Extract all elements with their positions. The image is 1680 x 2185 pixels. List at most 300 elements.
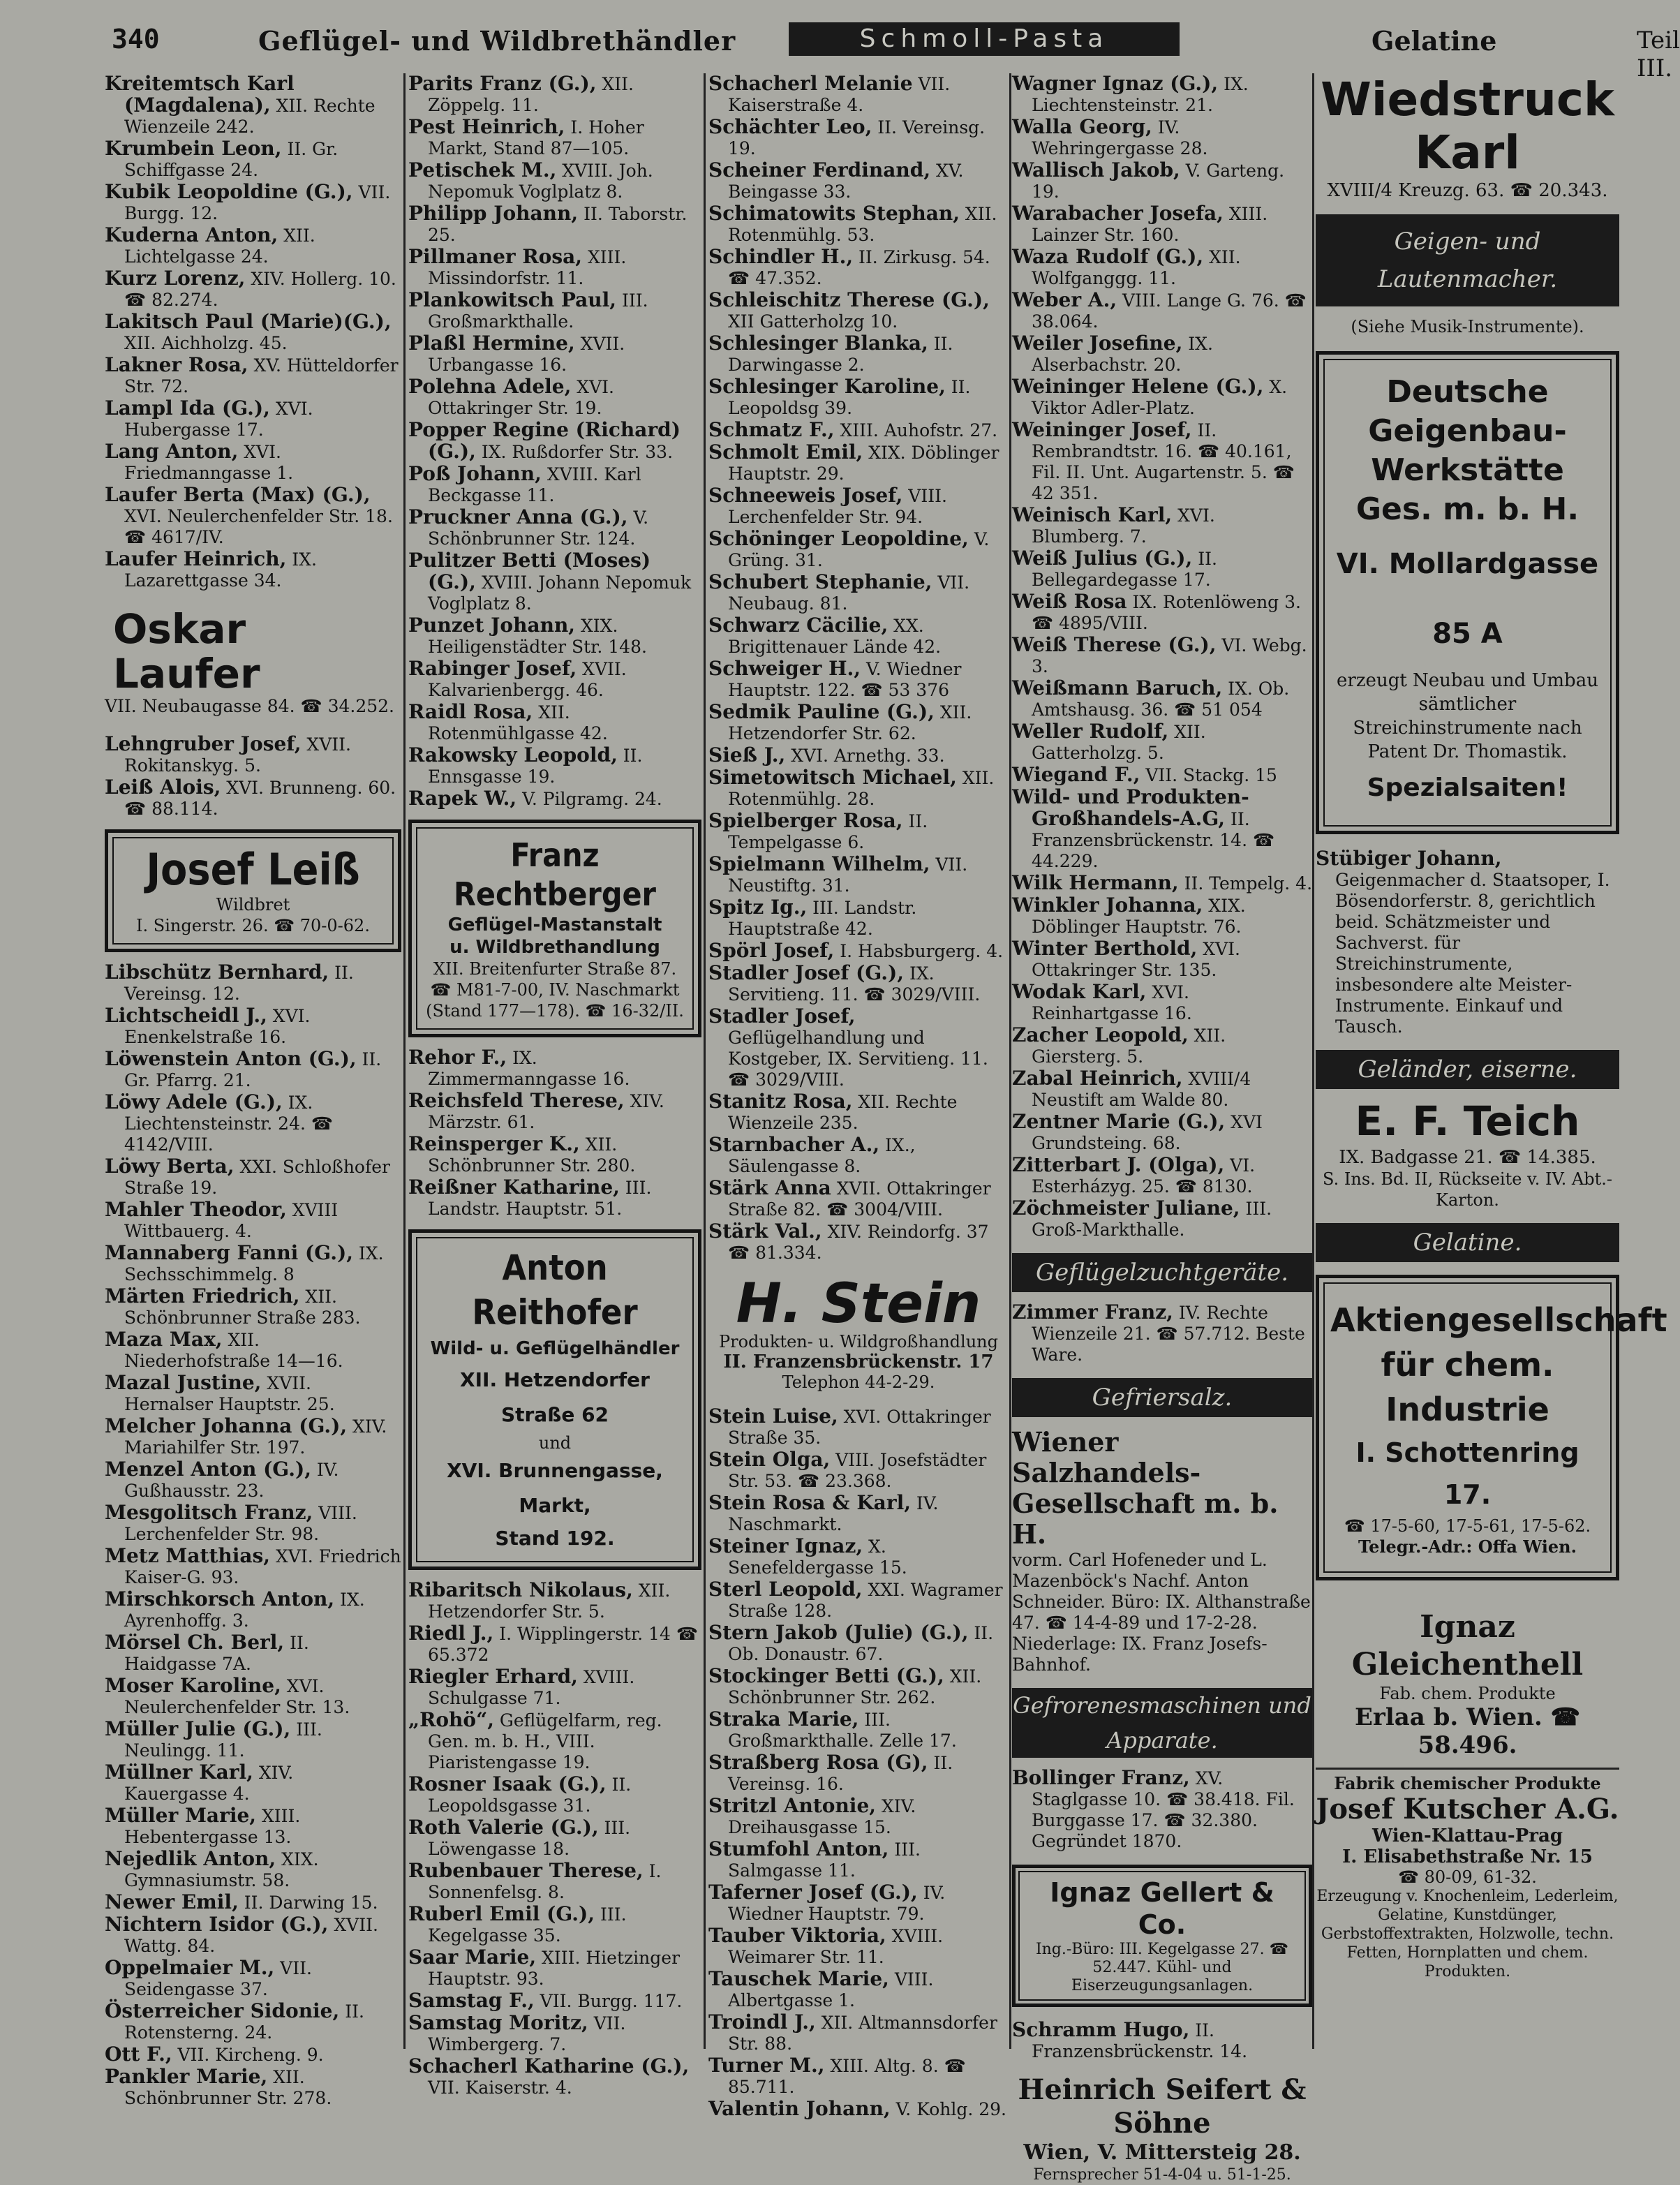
entry-address: XIV. Kauergasse 4.: [124, 1763, 294, 1804]
advert-line: XVI. Brunnengasse, Markt,: [447, 1459, 663, 1517]
entry-address: XIII. Hebentergasse 13.: [124, 1806, 301, 1847]
list-item: [708, 1536, 1009, 1578]
entry-address: VII. Kaiserstraße 4.: [728, 74, 951, 115]
list-item: [708, 810, 1009, 853]
entry-address: XVII. Wattg. 84.: [124, 1915, 378, 1956]
entry-list: [708, 1406, 1009, 2120]
list-item: [105, 1632, 401, 1675]
entry-address: II. Gr. Pfarrg. 21.: [124, 1049, 382, 1090]
entry-name: Pest Heinrich,: [408, 115, 565, 138]
entry-name: Schimatowits Stephan,: [708, 202, 960, 225]
list-item: [708, 1178, 1009, 1220]
page-number: 340: [112, 24, 160, 54]
advert-name: Franz Rechtberger: [454, 836, 656, 913]
entry-name: Löwy Berta,: [105, 1155, 235, 1178]
entry-name: Moser Karoline,: [105, 1674, 281, 1697]
entry-address: XIII. Hietzinger Hauptstr. 93.: [428, 1948, 681, 1989]
entry-address: IX. Zimmermanngasse 16.: [428, 1048, 630, 1089]
list-item: Bollinger Franz, XV. Staglgasse 10. ☎ 38.418. Fil. Burggasse 17. ☎ 32.380. Gegründet 1870.: [1012, 1766, 1295, 1851]
list-item: [708, 290, 1009, 332]
entry-name: Waza Rudolf (G.),: [1012, 245, 1204, 268]
entry-name: Ott F.,: [105, 2043, 172, 2066]
list-item: [105, 1719, 401, 1761]
entry-address: XII. Rechte Wienzeile 235.: [728, 1092, 958, 1133]
entry-name: Weiß Julius (G.),: [1012, 547, 1193, 570]
entry-name: Stumfohl Anton,: [708, 1837, 889, 1860]
list-item: [708, 528, 1009, 571]
entry-list: [105, 962, 401, 2109]
entry-name: Schweiger H.,: [708, 657, 861, 680]
entry-name: Plankowitsch Paul,: [408, 288, 617, 311]
column-3: [708, 72, 1009, 2120]
advert-h-stein-line: Telephon 44-2-29.: [782, 1372, 935, 1392]
advert-teich-name: E. F. Teich: [1355, 1097, 1580, 1145]
entry-name: Wild- und Produkten-Großhandels-A.G,: [1012, 785, 1249, 830]
entry-address: IV. Naschmarkt.: [728, 1493, 939, 1534]
list-item: [1012, 376, 1312, 419]
entry-name: Laufer Heinrich,: [105, 547, 287, 570]
advert-line: XII. Hetzendorfer Straße 62: [460, 1368, 650, 1426]
advert-phone: ☎ 17-5-60, 17-5-61, 17-5-62.: [1344, 1516, 1591, 1536]
list-item: [408, 376, 701, 419]
entry-name: Poß Johann,: [408, 462, 542, 485]
list-item: [408, 2013, 701, 2055]
advert-kutscher-text: Erzeugung v. Knochenleim, Lederleim, Gelatine, Kunstdünger, Gerbstoffextrakten, Holzwolle, techn. Fetten, Hornplatten und chem. Produkten.: [1316, 1888, 1619, 1980]
list-item: [105, 2044, 401, 2066]
advert-address: I. Singerstr. 26. ☎ 70-0-62.: [136, 916, 370, 935]
entry-name: Maza Max,: [105, 1328, 223, 1351]
advert-subtitle: Wildbret: [216, 895, 290, 914]
entry-name: Rakowsky Leopold,: [408, 743, 618, 766]
entry-name: Stärk Val.,: [708, 1220, 822, 1243]
entry-name: Stein Rosa & Karl,: [708, 1491, 911, 1514]
entry-list: [105, 734, 401, 820]
list-item: [408, 1047, 701, 1090]
advert-text: Ing.-Büro: III. Kegelgasse 27. ☎ 52.447. Kühl- und Eiserzeugungsanlagen.: [1035, 1941, 1289, 1994]
list-item: [105, 1286, 401, 1328]
list-item: [708, 117, 1009, 159]
entry-address: VIII. Albertgasse 1.: [728, 1969, 934, 2010]
entry-name: Stein Olga,: [708, 1448, 831, 1471]
entry-address: XII. Altmannsdorfer Str. 88.: [728, 2013, 997, 2054]
list-item: [105, 1502, 401, 1545]
entry-name: Rabinger Josef,: [408, 657, 577, 680]
entry-name: Mahler Theodor,: [105, 1198, 287, 1221]
entry-name: Schleischitz Therese (G.),: [708, 288, 990, 311]
advert-line: Geflügel-Mastanstalt: [447, 914, 662, 935]
list-item: [708, 767, 1009, 810]
page-header: [112, 20, 1680, 82]
list-item: [408, 1090, 701, 1133]
list-item: [105, 1243, 401, 1285]
entry-address: XV. Beingasse 33.: [728, 161, 964, 202]
list-item: [105, 1762, 401, 1805]
entry-name: Winkler Johanna,: [1012, 894, 1203, 917]
list-item: [708, 1449, 1009, 1492]
entry-name: Samstag F.,: [408, 1989, 535, 2012]
entry-address: XV. Hütteldorfer Str. 72.: [124, 355, 399, 397]
entry-address: VII. Kaiserstr. 4.: [428, 2077, 572, 2098]
entry-name: Stern Jakob (Julie) (G.),: [708, 1621, 969, 1644]
entry-address: IX. Liechtensteinstr. 24. ☎ 4142/VIII.: [124, 1092, 334, 1155]
list-item: [708, 745, 1009, 766]
list-item: [105, 355, 401, 397]
entry-address: XVI. Enenkelstraße 16.: [124, 1006, 311, 1047]
entry-name: Schmatz F.,: [708, 418, 835, 441]
list-item: [408, 73, 701, 116]
list-item: [708, 615, 1009, 658]
advert-wiedstruck-name: Wiedstruck Karl: [1321, 73, 1614, 179]
entry-name: Petischek M.,: [408, 158, 557, 182]
see-also-note: (Siehe Musik-Instrumente).: [1351, 317, 1584, 336]
entry-name: Stein Luise,: [708, 1405, 838, 1428]
list-item: Stübiger Johann, Geigenmacher d. Staatsoper, I. Bösendorferstr. 8, gerichtlich beid. Schätzmeister und Sachverst. für Streichinstrumente, insbesondere alte Meister-Instrumente. Einkauf und Tausch.: [1316, 847, 1610, 1037]
advert-address: VI. Mollardgasse 85 A: [1336, 548, 1599, 650]
list-item: [105, 1329, 401, 1372]
list-item: [1012, 290, 1312, 332]
column-2: [408, 72, 701, 2098]
list-item: [408, 550, 701, 614]
entry-address: V. Pilgramg. 24.: [516, 789, 662, 809]
entry-name: Parits Franz (G.),: [408, 72, 597, 95]
list-item: [708, 1666, 1009, 1708]
entry-address: XVII. Hernalser Hauptstr. 25.: [124, 1373, 335, 1414]
list-item: [105, 1546, 401, 1588]
entry-name: Reichsfeld Therese,: [408, 1089, 625, 1112]
entry-address: XVI. Ottakringer Str. 19.: [428, 377, 614, 418]
entry-list: [1012, 73, 1312, 1240]
entry-name: Roth Valerie (G.),: [408, 1816, 599, 1839]
entry-name: Löwy Adele (G.),: [105, 1090, 283, 1113]
column-4: [1012, 72, 1313, 2184]
list-item: [408, 420, 701, 463]
entry-name: Zacher Leopold,: [1012, 1023, 1189, 1046]
advert-address: I. Schottenring 17.: [1355, 1437, 1579, 1510]
list-item: [708, 442, 1009, 484]
entry-address: VII. Neubaug. 81.: [728, 572, 970, 614]
entry-name: Weißmann Baruch,: [1012, 676, 1223, 699]
list-item: [408, 1817, 701, 1860]
entry-address: I. Sonnenfelsg. 8.: [428, 1861, 662, 1902]
column-5: [1316, 73, 1667, 2049]
entry-name: Stärk Anna: [708, 1176, 831, 1199]
entry-address: XII. Schönbrunner Str. 262.: [728, 1666, 982, 1708]
list-item: [1012, 873, 1312, 894]
entry-name: Ruberl Emil (G.),: [408, 1902, 595, 1925]
entry-address: VII. Seidengasse 37.: [124, 1958, 312, 1999]
advert-line: und: [538, 1433, 572, 1453]
entry-address: XIV. Dreihausgasse 15.: [728, 1796, 916, 1837]
list-item: [105, 398, 401, 440]
entry-name: Steiner Ignaz,: [708, 1534, 863, 1557]
entry-address: II. Tempelg. 4.: [1178, 873, 1313, 894]
entry-address: VIII. Lerchenfelder Str. 94.: [728, 486, 947, 527]
entry-address: III. Groß-Markthalle.: [1032, 1199, 1272, 1240]
list-item: [708, 376, 1009, 419]
category-heading: Geländer, eiserne.: [1316, 1050, 1619, 1089]
entry-address: XII. Giersterg. 5.: [1032, 1025, 1226, 1067]
entry-name: Lichtscheidl J.,: [105, 1004, 267, 1027]
entry-name: Simetowitsch Michael,: [708, 766, 957, 789]
section-title-right: Gelatine: [1371, 25, 1497, 57]
entry-address: VI. Esterházyg. 25. ☎ 8130.: [1032, 1155, 1256, 1197]
entry-list: [708, 73, 1009, 1264]
entry-name: Lakitsch Paul (Marie)(G.),: [105, 310, 392, 333]
list-item: [105, 1092, 401, 1155]
entry-address: II. Bellegardegasse 17.: [1032, 549, 1217, 590]
list-item: [408, 160, 701, 202]
entry-address: IX. Ob. Amtshausg. 36. ☎ 51 054: [1032, 679, 1290, 720]
entry-address: II. Vereinsg. 19.: [728, 117, 986, 158]
advert-seifert-address: Wien, V. Mittersteig 28.: [1023, 2140, 1301, 2165]
entry-name: Schwarz Cäcilie,: [708, 614, 889, 637]
list-item: [1012, 591, 1312, 634]
entry-address: IV. Wehringergasse 28.: [1032, 117, 1208, 158]
entry-address: XIII. Lainzer Str. 160.: [1032, 204, 1268, 245]
list-item: [408, 745, 701, 787]
entry-name: Kuderna Anton,: [105, 223, 278, 246]
list-item: [408, 1947, 701, 1990]
entry-name: Wodak Karl,: [1012, 980, 1147, 1003]
entry-address: VI. Webg. 3.: [1032, 635, 1307, 676]
list-item: [105, 1049, 401, 1091]
list-item: [708, 658, 1009, 701]
list-item: Zimmer Franz, IV. Rechte Wienzeile 21. ☎ 57.712. Beste Ware.: [1012, 1301, 1305, 1365]
list-item: [1012, 938, 1312, 981]
list-item: [1012, 1025, 1312, 1067]
list-item: [708, 1709, 1009, 1751]
column-1: [105, 72, 401, 2108]
entry-name: Spitz Ig.,: [708, 896, 808, 919]
list-item: [105, 311, 401, 354]
advert-line: u. Wildbrethandlung: [449, 937, 660, 958]
entry-name: Libschütz Bernhard,: [105, 961, 329, 984]
entry-address: XIX. Döblinger Hauptstr. 76.: [1032, 896, 1246, 937]
entry-address: IX. Rotenlöweng 3. ☎ 4895/VIII.: [1032, 592, 1301, 633]
advert-oskar-laufer-address: VII. Neubaugasse 84. ☎ 34.252.: [105, 696, 395, 716]
advert-line: XII. Breitenfurter Straße 87.: [433, 959, 677, 979]
entry-address: II. Franzensbrückenstr. 14. ☎ 44.229.: [1032, 809, 1275, 871]
advert-salz-text: vorm. Carl Hofeneder und L. Mazenböck's Nachf. Anton Schneider. Büro: IX. Althanstraße 47. ☎ 14-4-89 und 17-2-28. Niederlage: IX. Franz Josefs-Bahnhof.: [1012, 1550, 1311, 1675]
entry-name: Schacherl Katharine (G.),: [408, 2054, 690, 2077]
entry-name: Weiß Therese (G.),: [1012, 633, 1217, 656]
entry-address: XVI Grundsteing. 68.: [1032, 1112, 1263, 1153]
list-item: [105, 1957, 401, 2000]
entry-name: Laufer Berta (Max) (G.),: [105, 483, 371, 506]
entry-address: II. Leopoldsgasse 31.: [428, 1775, 632, 1816]
list-item: [105, 1805, 401, 1848]
entry-address: VII. Kircheng. 9.: [172, 2045, 324, 2065]
list-item: [1012, 160, 1312, 202]
header-banner-ad: Schmoll-Pasta: [789, 22, 1180, 56]
entry-address: III. Neulingg. 11.: [124, 1719, 322, 1761]
entry-name: Müllner Karl,: [105, 1761, 253, 1784]
entry-name: Weininger Josef,: [1012, 418, 1192, 441]
list-item: [708, 1134, 1009, 1177]
list-item: [1012, 1155, 1312, 1197]
entry-name: „Rohö“,: [408, 1708, 494, 1731]
entry-name: Metz Matthias,: [105, 1544, 271, 1567]
entry-name: Menzel Anton (G.),: [105, 1458, 311, 1481]
advert-gleichenthell-text: Fab. chem. Produkte: [1379, 1684, 1556, 1703]
list-item: [1012, 721, 1312, 764]
list-item: [1012, 203, 1312, 246]
entry-address: XVII. Urbangasse 16.: [428, 334, 625, 375]
entry-address: XII. Lichtelgasse 24.: [124, 225, 315, 267]
entry-address: XIV. Märzstr. 61.: [428, 1091, 664, 1132]
entry-address: II. Gr. Schiffgasse 24.: [124, 139, 339, 180]
entry-name: Leiß Alois,: [105, 776, 221, 799]
column-rule: [704, 73, 706, 2049]
list-item: [708, 2055, 1009, 2098]
list-item: [105, 441, 401, 484]
entry-address: IV. Gußhausstr. 23.: [124, 1460, 339, 1501]
entry-address: IX. Servitieng. 11. ☎ 3029/VIII.: [728, 963, 981, 1005]
list-item: [408, 1134, 701, 1176]
entry-address: II. Taborstr. 25.: [428, 204, 687, 245]
list-item: [105, 73, 401, 138]
advert-name: Josef Leiß: [146, 844, 360, 895]
entry-name: Philipp Johann,: [408, 202, 579, 225]
entry-name: Rapek W.,: [408, 787, 517, 810]
list-item: [105, 549, 401, 591]
entry-address: IX. Lazarettgasse 34.: [124, 549, 317, 591]
list-item: [708, 1006, 1009, 1090]
list-item: [105, 1849, 401, 1891]
list-item: [105, 1459, 401, 1502]
list-item: [105, 138, 401, 181]
list-item: [708, 702, 1009, 744]
part-label: Teil III.: [1637, 27, 1680, 82]
list-item: [105, 777, 401, 820]
entry-name: Schubert Stephanie,: [708, 570, 932, 593]
list-item: [708, 572, 1009, 614]
advert-specialty: Spezialsaiten!: [1367, 773, 1568, 802]
entry-address: II. Vereinsg. 16.: [728, 1753, 953, 1794]
category-heading: Gelatine.: [1316, 1223, 1619, 1262]
entry-name: Stritzl Antonie,: [708, 1794, 877, 1817]
entry-address: IV. Wiedner Hauptstr. 79.: [728, 1883, 946, 1924]
entry-name: Stadler Josef (G.),: [708, 961, 905, 984]
advert-line: Wild- u. Geflügelhändler: [430, 1338, 680, 1359]
entry-name: Sterl Leopold,: [708, 1578, 863, 1601]
entry-name: Spörl Josef,: [708, 939, 835, 962]
entry-address: II. Zirkusg. 54. ☎ 47.352.: [728, 247, 990, 288]
entry-address: VII. Burgg. 117.: [534, 1991, 683, 2011]
list-item: [708, 246, 1009, 289]
entry-name: Riedl J.,: [408, 1622, 494, 1645]
entry-name: Pulitzer Betti (Moses) (G.),: [408, 549, 651, 593]
advert-name: Anton Reithofer: [472, 1247, 638, 1333]
entry-name: Riegler Erhard,: [408, 1665, 578, 1688]
list-item: [708, 333, 1009, 376]
advert-line: ☎ M81-7-00, IV. Naschmarkt: [430, 980, 680, 1000]
entry-name: Nichtern Isidor (G.),: [105, 1913, 329, 1936]
entry-address: XII. Rotenmühlg. 53.: [728, 204, 997, 245]
list-item: [708, 1579, 1009, 1622]
entry-name: Melcher Johanna (G.),: [105, 1414, 348, 1437]
entry-address: XIV. Reindorfg. 37 ☎ 81.334.: [728, 1222, 989, 1263]
advert-franz-rechtberger: [408, 820, 701, 1037]
entry-address: IX. Liechtensteinstr. 21.: [1032, 74, 1249, 115]
list-item: Schramm Hugo, II. Franzensbrückenstr. 14.: [1012, 2018, 1248, 2061]
list-item: [708, 2012, 1009, 2054]
entry-address: XII. Rotenmühlg. 28.: [728, 768, 995, 809]
list-item: [708, 963, 1009, 1005]
entry-address: XII. Niederhofstraße 14—16.: [124, 1330, 343, 1371]
advert-name: Aktiengesellschaft für chem. Industrie: [1330, 1301, 1667, 1428]
list-item: [1012, 505, 1312, 547]
list-item: [708, 854, 1009, 896]
advert-seifert-phone: Fernsprecher 51-4-04 u. 51-1-25.: [1033, 2166, 1291, 2184]
entry-name: Pruckner Anna (G.),: [408, 505, 628, 528]
entry-name: Löwenstein Anton (G.),: [105, 1047, 357, 1070]
entry-address: XIV. Hollerg. 10. ☎ 82.274.: [124, 269, 396, 310]
advert-h-stein-name: H. Stein: [736, 1273, 981, 1335]
entry-name: Turner M.,: [708, 2054, 825, 2077]
entry-name: Kurz Lorenz,: [105, 267, 246, 290]
entry-name: Lakner Rosa,: [105, 353, 248, 376]
entry-name: Schöninger Leopoldine,: [708, 527, 969, 550]
advert-kutscher-cities: Wien-Klattau-Prag: [1371, 1825, 1563, 1846]
entry-name: Schneeweis Josef,: [708, 484, 903, 507]
entry-address: X. Senefeldergasse 15.: [728, 1536, 907, 1578]
entry-address: XVI. Brunneng. 60. ☎ 88.114.: [124, 778, 396, 819]
entry-name: Zabal Heinrich,: [1012, 1067, 1183, 1090]
entry-address: V. Grüng. 31.: [728, 529, 990, 570]
list-item: [708, 203, 1009, 246]
entry-address: XVII. Rokitanskyg. 5.: [124, 734, 351, 776]
list-item: [408, 1580, 701, 1622]
entry-address: II. Haidgasse 7A.: [124, 1633, 309, 1674]
column-rule: [1312, 73, 1314, 2049]
list-item: [708, 1969, 1009, 2011]
list-item: [408, 117, 701, 159]
entry-address: XVI. Friedrich Kaiser-G. 93.: [124, 1546, 401, 1587]
entry-name: Wallisch Jakob,: [1012, 158, 1180, 182]
entry-address: XVI. Reinhartgasse 16.: [1032, 982, 1192, 1023]
entry-address: IX. Ayrenhoffg. 3.: [124, 1590, 365, 1631]
entry-address: II. Ob. Donaustr. 67.: [728, 1623, 994, 1664]
entry-name: Stanitz Rosa,: [708, 1090, 853, 1113]
entry-address: V. Wiedner Hauptstr. 122. ☎ 53 376: [728, 659, 962, 700]
entry-address: XVIII. Karl Beckgasse 11.: [428, 464, 641, 505]
list-item: [708, 2098, 1009, 2120]
list-item: [708, 1839, 1009, 1881]
advert-text: erzeugt Neubau und Umbau sämtlicher Streichinstrumente nach Patent Dr. Thomastik.: [1337, 670, 1598, 762]
entry-address: XVI. Neulerchenfelder Str. 18. ☎ 4617/IV.: [124, 506, 393, 547]
entry-name: Straßberg Rosa (G),: [708, 1751, 928, 1774]
list-item: [105, 225, 401, 267]
entry-name: Schindler H.,: [708, 245, 854, 268]
entry-name: Weller Rudolf,: [1012, 720, 1169, 743]
entry-address: XII. Schönbrunner Str. 280.: [428, 1134, 636, 1176]
entry-name: Pillmaner Rosa,: [408, 245, 583, 268]
entry-name: Samstag Moritz,: [408, 2011, 588, 2034]
entry-name: Lampl Ida (G.),: [105, 397, 270, 420]
entry-address: I. Habsburgerg. 4.: [834, 941, 1004, 961]
list-item: [408, 203, 701, 246]
advert-aktiengesellschaft: [1316, 1275, 1667, 1580]
list-item: [1012, 895, 1312, 938]
entry-address: V. Schönbrunner Str. 124.: [428, 508, 649, 549]
advert-teich-note: S. Ins. Bd. II, Rückseite v. IV. Abt.-Karton.: [1323, 1169, 1612, 1210]
advert-name: Deutsche Geigenbau-Werkstätte Ges. m. b. H.: [1355, 374, 1579, 527]
list-item: [408, 1177, 701, 1220]
entry-address: XIX. Gymnasiumstr. 58.: [124, 1849, 319, 1890]
entry-name: Weininger Helene (G.),: [1012, 375, 1264, 398]
entry-address: XII. Wolfganggg. 11.: [1032, 247, 1241, 288]
